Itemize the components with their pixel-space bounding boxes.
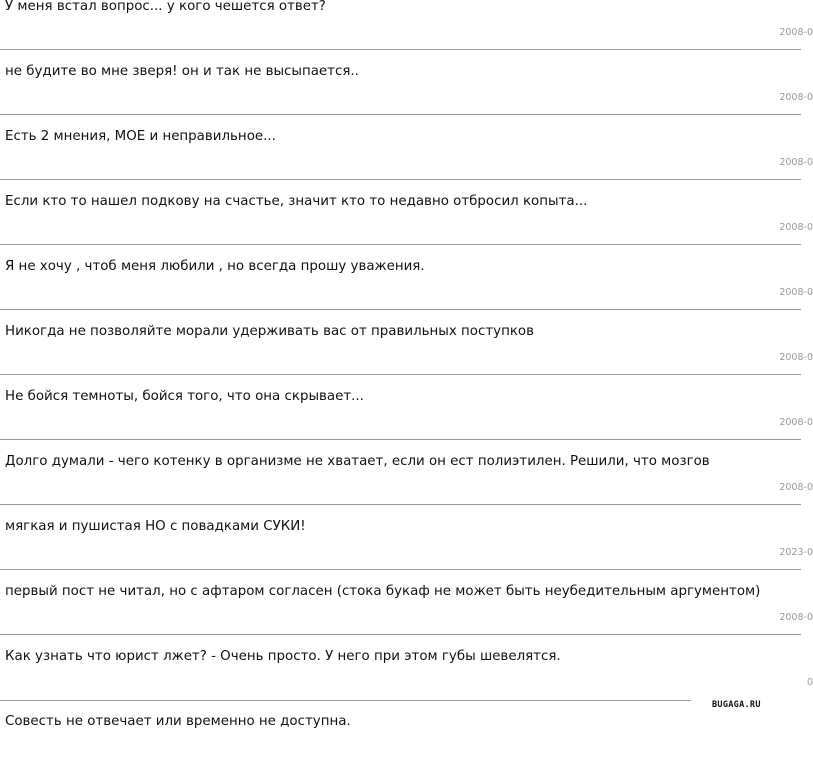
post-text: Есть 2 мнения, МОЕ и неправильное... [5,129,276,144]
list-item [0,310,813,375]
post-text: Как узнать что юрист лжет? - Очень просто. У него при этом губы шевелятся. [5,649,561,664]
list-item [0,115,813,180]
post-date: 2008-0 [779,612,813,623]
list-item [0,440,813,505]
post-text: Не бойся темноты, бойся того, что она скрывает... [5,389,364,404]
post-date: 0 [806,677,813,688]
list-item [0,635,813,700]
post-date: 2008-0 [779,352,813,363]
list-item [0,375,813,440]
post-date: 2008-0 [779,287,813,298]
post-date: 2008-0 [779,222,813,233]
list-item [0,505,813,570]
post-text: мягкая и пушистая НО с повадками СУКИ! [5,519,306,534]
post-date: 2008-0 [779,482,813,493]
post-date: 2008-0 [779,417,813,428]
post-date: 2008-0 [779,92,813,103]
list-item [0,50,813,115]
post-text: не будите во мне зверя! он и так не высыпается.. [5,64,359,79]
post-text: Совесть не отвечает или временно не доступна. [5,714,351,729]
post-text: Если кто то нашел подкову на счастье, значит кто то недавно отбросил копыта... [5,194,588,209]
list-item [0,180,813,245]
site-watermark: BUGAGA.RU [712,700,761,710]
list-item [0,245,813,310]
post-text: Никогда не позволяйте морали удерживать вас от правильных поступков [5,324,535,339]
post-date: 2008-0 [779,27,813,38]
post-text: У меня встал вопрос... у кого чешется ответ? [5,0,326,14]
post-text: Долго думали - чего котенку в организме не хватает, если он ест полиэтилен. Решили, что мозгов [5,454,710,469]
post-text: первый пост не читал, но с афтаром согласен (стока букаф не может быть неубедительным аргументом) [5,584,761,599]
post-date: 2023-0 [779,547,813,558]
post-text: Я не хочу , чтоб меня любили , но всегда прошу уважения. [5,259,425,274]
list-item [0,570,813,635]
post-date: 2008-0 [779,157,813,168]
list-item [0,700,801,765]
list-item [0,0,813,50]
